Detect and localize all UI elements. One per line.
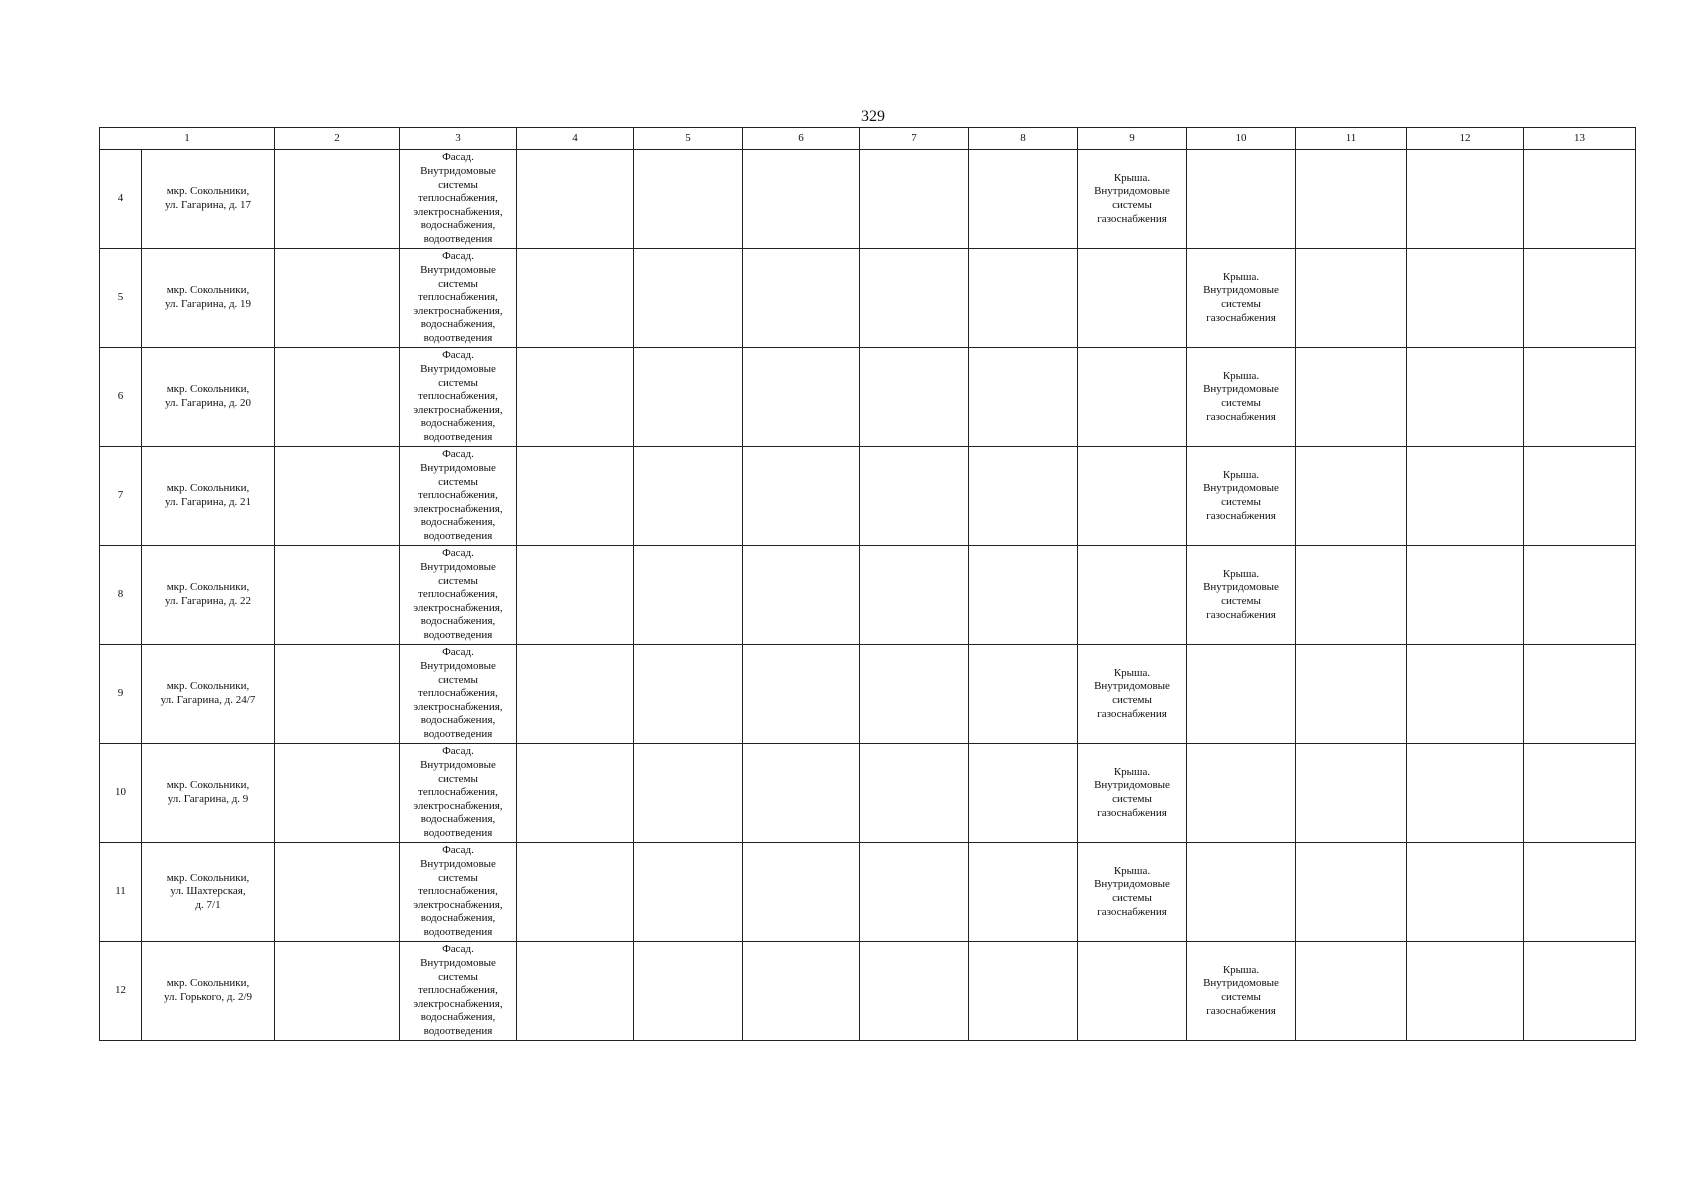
header-cell: 5: [634, 128, 743, 150]
empty-cell: [1296, 942, 1407, 1041]
work-type-cell-text: Крыша. Внутридомовые системы газоснабжения: [1094, 765, 1170, 819]
empty-cell: [1296, 150, 1407, 249]
empty-cell: [275, 150, 400, 249]
row-number-cell-text: 8: [117, 588, 124, 601]
work-type-cell-text: Фасад. Внутридомовые системы теплоснабжения, электроснабжения, водоснабжения, водоотведения: [413, 250, 503, 344]
work-type-cell-text: Фасад. Внутридомовые системы теплоснабжения, электроснабжения, водоснабжения, водоотведения: [413, 547, 503, 641]
header-cell: 1: [100, 128, 275, 150]
empty-cell: [634, 249, 743, 348]
empty-cell: [860, 645, 969, 744]
address-cell-text: мкр. Сокольники, ул. Горького, д. 2/9: [163, 977, 253, 1003]
row-number-cell: [100, 249, 142, 348]
empty-cell: [969, 348, 1078, 447]
work-type-cell-text: Фасад. Внутридомовые системы теплоснабжения, электроснабжения, водоснабжения, водоотведения: [413, 844, 503, 938]
empty-cell: [1524, 249, 1636, 348]
empty-cell: [743, 645, 860, 744]
row-number-cell: [100, 843, 142, 942]
row-number-cell-text: 10: [115, 786, 126, 799]
empty-cell: [1407, 348, 1524, 447]
empty-cell: [1407, 843, 1524, 942]
row-number-cell: [100, 645, 142, 744]
row-number-cell-text: 11: [115, 885, 126, 898]
header-cell: 12: [1407, 128, 1524, 150]
empty-cell: [743, 249, 860, 348]
address-cell-text: мкр. Сокольники, ул. Гагарина, д. 21: [164, 482, 252, 508]
work-type-cell-text: Фасад. Внутридомовые системы теплоснабжения, электроснабжения, водоснабжения, водоотведения: [413, 448, 503, 542]
empty-cell: [634, 744, 743, 843]
empty-cell: [634, 645, 743, 744]
work-type-cell: [1078, 744, 1187, 843]
address-cell: [142, 843, 275, 942]
address-cell-text: мкр. Сокольники, ул. Гагарина, д. 9: [166, 779, 250, 805]
empty-cell: [860, 843, 969, 942]
empty-cell: [1296, 447, 1407, 546]
row-number-cell: [100, 744, 142, 843]
work-type-cell-text: Крыша. Внутридомовые системы газоснабжения: [1094, 666, 1170, 720]
repair-schedule-table: [99, 127, 1636, 1041]
address-cell: [142, 348, 275, 447]
header-row: [100, 128, 1636, 150]
header-cell: 4: [517, 128, 634, 150]
work-type-cell: [400, 843, 517, 942]
empty-cell: [1407, 447, 1524, 546]
work-type-cell: [1078, 546, 1187, 645]
empty-cell: [1524, 447, 1636, 546]
work-type-cell: [400, 744, 517, 843]
empty-cell: [1524, 942, 1636, 1041]
work-type-cell-text: Фасад. Внутридомовые системы теплоснабжения, электроснабжения, водоснабжения, водоотведения: [413, 151, 503, 245]
address-cell-text: мкр. Сокольники, ул. Гагарина, д. 19: [164, 284, 252, 310]
work-type-cell: [1187, 150, 1296, 249]
table-body: [100, 150, 1636, 1041]
empty-cell: [969, 447, 1078, 546]
empty-cell: [1296, 645, 1407, 744]
row-number-cell-text: 5: [117, 291, 124, 304]
empty-cell: [517, 942, 634, 1041]
empty-cell: [1407, 150, 1524, 249]
row-number-cell: [100, 942, 142, 1041]
empty-cell: [517, 546, 634, 645]
empty-cell: [517, 843, 634, 942]
empty-cell: [517, 447, 634, 546]
empty-cell: [1407, 546, 1524, 645]
row-number-cell: [100, 150, 142, 249]
work-type-cell-text: Фасад. Внутридомовые системы теплоснабжения, электроснабжения, водоснабжения, водоотведения: [413, 943, 503, 1037]
work-type-cell: [400, 546, 517, 645]
table-row: [100, 249, 1636, 348]
empty-cell: [969, 150, 1078, 249]
address-cell: [142, 249, 275, 348]
work-type-cell: [400, 150, 517, 249]
empty-cell: [1407, 744, 1524, 843]
header-cell: 9: [1078, 128, 1187, 150]
work-type-cell-text: Крыша. Внутридомовые системы газоснабжения: [1203, 963, 1279, 1017]
work-type-cell-text: Крыша. Внутридомовые системы газоснабжения: [1203, 567, 1279, 621]
header-cell: 6: [743, 128, 860, 150]
work-type-cell-text: Фасад. Внутридомовые системы теплоснабжения, электроснабжения, водоснабжения, водоотведения: [413, 349, 503, 443]
row-number-cell: [100, 546, 142, 645]
address-cell-text: мкр. Сокольники, ул. Гагарина, д. 22: [164, 581, 252, 607]
empty-cell: [743, 546, 860, 645]
empty-cell: [275, 744, 400, 843]
empty-cell: [743, 942, 860, 1041]
empty-cell: [743, 348, 860, 447]
empty-cell: [1296, 348, 1407, 447]
work-type-cell: [1187, 843, 1296, 942]
table-row: [100, 942, 1636, 1041]
header-cell: 2: [275, 128, 400, 150]
header-cell: 3: [400, 128, 517, 150]
work-type-cell-text: Крыша. Внутридомовые системы газоснабжения: [1094, 864, 1170, 918]
header-cell: 13: [1524, 128, 1636, 150]
work-type-cell: [400, 447, 517, 546]
work-type-cell: [1187, 249, 1296, 348]
row-number-cell: [100, 447, 142, 546]
empty-cell: [1407, 942, 1524, 1041]
empty-cell: [1296, 546, 1407, 645]
work-type-cell-text: Крыша. Внутридомовые системы газоснабжения: [1203, 270, 1279, 324]
work-type-cell: [1078, 150, 1187, 249]
empty-cell: [275, 447, 400, 546]
table-row: [100, 744, 1636, 843]
empty-cell: [1524, 843, 1636, 942]
address-cell-text: мкр. Сокольники, ул. Гагарина, д. 24/7: [160, 680, 256, 706]
work-type-cell: [1187, 546, 1296, 645]
empty-cell: [517, 744, 634, 843]
empty-cell: [969, 744, 1078, 843]
work-type-cell: [1187, 348, 1296, 447]
work-type-cell: [400, 645, 517, 744]
header-cell: 11: [1296, 128, 1407, 150]
row-number-cell-text: 6: [117, 390, 124, 403]
empty-cell: [517, 249, 634, 348]
work-type-cell: [1078, 645, 1187, 744]
empty-cell: [634, 843, 743, 942]
work-type-cell: [1187, 447, 1296, 546]
empty-cell: [1407, 645, 1524, 744]
table-row: [100, 546, 1636, 645]
empty-cell: [969, 843, 1078, 942]
row-number-cell-text: 7: [117, 489, 124, 502]
empty-cell: [860, 249, 969, 348]
empty-cell: [1524, 546, 1636, 645]
work-type-cell-text: Фасад. Внутридомовые системы теплоснабжения, электроснабжения, водоснабжения, водоотведения: [413, 646, 503, 740]
empty-cell: [634, 150, 743, 249]
empty-cell: [1524, 150, 1636, 249]
empty-cell: [860, 744, 969, 843]
work-type-cell: [1187, 942, 1296, 1041]
empty-cell: [969, 249, 1078, 348]
empty-cell: [517, 348, 634, 447]
work-type-cell: [1187, 744, 1296, 843]
work-type-cell: [400, 942, 517, 1041]
address-cell: [142, 150, 275, 249]
empty-cell: [275, 843, 400, 942]
table-row: [100, 150, 1636, 249]
empty-cell: [860, 348, 969, 447]
table-row: [100, 348, 1636, 447]
empty-cell: [1296, 744, 1407, 843]
row-number-cell-text: 4: [117, 192, 124, 205]
row-number-cell-text: 12: [115, 984, 126, 997]
table-row: [100, 843, 1636, 942]
address-cell-text: мкр. Сокольники, ул. Гагарина, д. 20: [164, 383, 252, 409]
empty-cell: [634, 546, 743, 645]
address-cell: [142, 645, 275, 744]
empty-cell: [743, 447, 860, 546]
table-row: [100, 447, 1636, 546]
address-cell: [142, 744, 275, 843]
work-type-cell-text: Крыша. Внутридомовые системы газоснабжения: [1203, 369, 1279, 423]
empty-cell: [1296, 249, 1407, 348]
empty-cell: [634, 447, 743, 546]
work-type-cell: [1078, 348, 1187, 447]
empty-cell: [860, 942, 969, 1041]
empty-cell: [743, 744, 860, 843]
empty-cell: [517, 150, 634, 249]
address-cell: [142, 447, 275, 546]
work-type-cell-text: Крыша. Внутридомовые системы газоснабжения: [1094, 171, 1170, 225]
empty-cell: [1407, 249, 1524, 348]
header-cell: 8: [969, 128, 1078, 150]
header-cell: 7: [860, 128, 969, 150]
empty-cell: [969, 942, 1078, 1041]
address-cell: [142, 942, 275, 1041]
empty-cell: [275, 348, 400, 447]
empty-cell: [1524, 645, 1636, 744]
address-cell: [142, 546, 275, 645]
empty-cell: [275, 645, 400, 744]
empty-cell: [634, 942, 743, 1041]
empty-cell: [517, 645, 634, 744]
header-cell: 10: [1187, 128, 1296, 150]
empty-cell: [1296, 843, 1407, 942]
work-type-cell: [400, 348, 517, 447]
table-row: [100, 645, 1636, 744]
empty-cell: [860, 150, 969, 249]
address-cell-text: мкр. Сокольники, ул. Шахтерская, д. 7/1: [166, 871, 250, 911]
work-type-cell: [1078, 447, 1187, 546]
address-cell-text: мкр. Сокольники, ул. Гагарина, д. 17: [164, 185, 252, 211]
empty-cell: [969, 645, 1078, 744]
work-type-cell: [400, 249, 517, 348]
work-type-cell-text: Фасад. Внутридомовые системы теплоснабжения, электроснабжения, водоснабжения, водоотведения: [413, 745, 503, 839]
work-type-cell: [1078, 249, 1187, 348]
empty-cell: [275, 546, 400, 645]
page-number: 329: [861, 108, 885, 125]
row-number-cell-text: 9: [117, 687, 124, 700]
work-type-cell-text: Крыша. Внутридомовые системы газоснабжения: [1203, 468, 1279, 522]
empty-cell: [860, 546, 969, 645]
work-type-cell: [1078, 942, 1187, 1041]
empty-cell: [743, 843, 860, 942]
empty-cell: [969, 546, 1078, 645]
work-type-cell: [1078, 843, 1187, 942]
empty-cell: [275, 249, 400, 348]
empty-cell: [1524, 348, 1636, 447]
empty-cell: [275, 942, 400, 1041]
work-type-cell: [1187, 645, 1296, 744]
empty-cell: [1524, 744, 1636, 843]
empty-cell: [743, 150, 860, 249]
empty-cell: [860, 447, 969, 546]
empty-cell: [634, 348, 743, 447]
row-number-cell: [100, 348, 142, 447]
